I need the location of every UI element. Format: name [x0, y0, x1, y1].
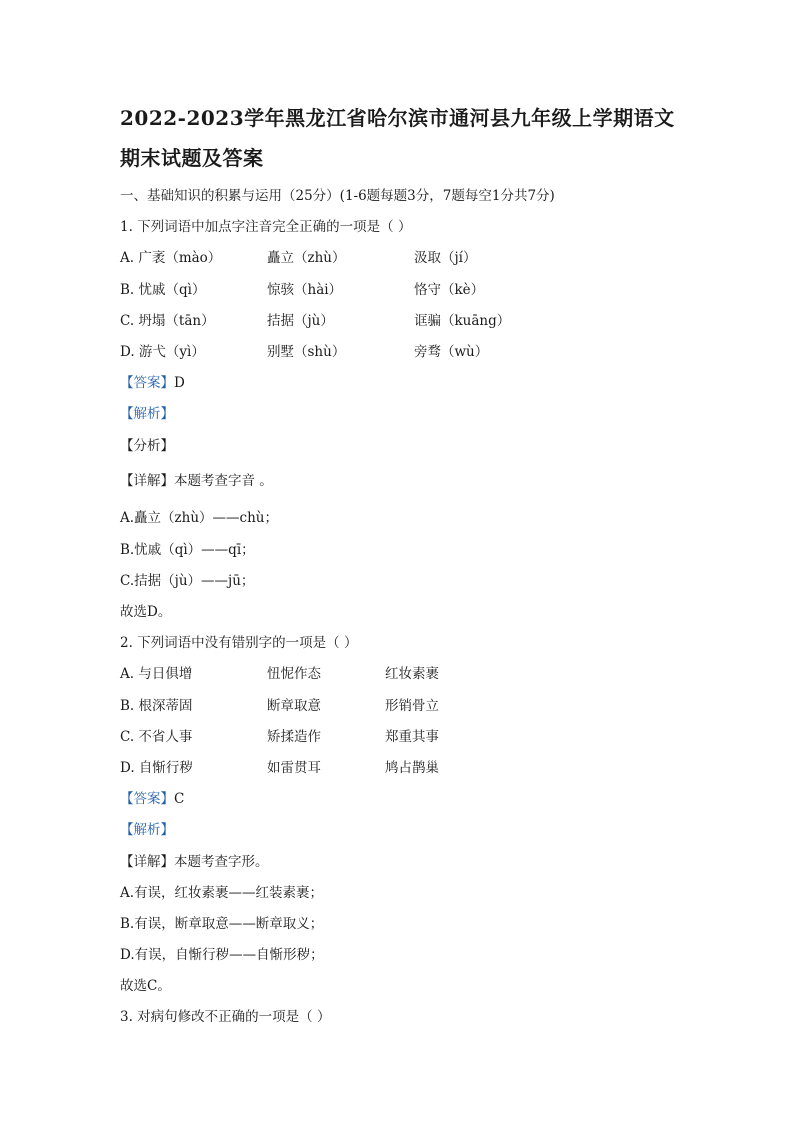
- option-item: C. 坍塌（tān）: [120, 313, 215, 329]
- option-item: 忸怩作态: [267, 666, 321, 682]
- question-1-explain-b: B.忧戚（qì）——qī；: [120, 542, 255, 558]
- question-2-conclusion: 故选C。: [120, 978, 171, 994]
- question-2-detail: [120, 853, 269, 871]
- option-item: 诓骗（kuāng）: [414, 313, 511, 329]
- option-item: C. 不省人事: [120, 729, 193, 745]
- question-1-detail: [120, 472, 273, 490]
- document-title-line-2: 期末试题及答案: [120, 146, 264, 170]
- detail-label: 【详解】: [120, 473, 174, 489]
- option-item: D. 自惭行秽: [120, 760, 193, 776]
- question-1-conclusion: 故选D。: [120, 604, 172, 620]
- question-2-explain-b: B.有误，断章取意——断章取义；: [120, 916, 324, 932]
- option-item: 别墅（shù）: [267, 344, 346, 360]
- answer-label: 【答案】: [120, 375, 174, 391]
- question-2-stem: 2. 下列词语中没有错别字的一项是（ ）: [120, 635, 358, 651]
- question-2-answer: [120, 790, 184, 808]
- document-title-line-1: 2022-2023学年黑龙江省哈尔滨市通河县九年级上学期语文: [120, 106, 675, 130]
- option-item: A. 广袤（mào）: [120, 250, 222, 266]
- option-item: 恪守（kè）: [414, 282, 485, 298]
- option-item: 矗立（zhù）: [267, 250, 346, 266]
- option-item: 拮据（jù）: [267, 313, 334, 329]
- question-3-stem: 3. 对病句修改不正确的一项是（ ）: [120, 1009, 331, 1025]
- option-item: A. 与日俱增: [120, 666, 193, 682]
- option-item: 汲取（jí）: [414, 250, 477, 266]
- question-1-stem: 1. 下列词语中加点字注音完全正确的一项是（ ）: [120, 219, 412, 235]
- option-item: 郑重其事: [385, 729, 439, 745]
- answer-value: C: [174, 791, 185, 807]
- option-item: 矫揉造作: [267, 729, 321, 745]
- option-item: 断章取意: [267, 698, 321, 714]
- option-item: B. 根深蒂固: [120, 698, 193, 714]
- answer-value: D: [174, 375, 185, 391]
- option-item: 红妆素裹: [385, 666, 439, 682]
- answer-label: 【答案】: [120, 791, 174, 807]
- analysis-label: 【解析】: [120, 406, 174, 422]
- detail-label: 【详解】: [120, 854, 174, 870]
- question-1-explain-a: A.矗立（zhù）——chù；: [120, 510, 278, 526]
- question-1-explain-c: C.拮据（jù）——jū；: [120, 573, 255, 589]
- option-item: 形销骨立: [385, 698, 439, 714]
- question-2-explain-a: A.有误，红妆素裹——红装素裹；: [120, 885, 324, 901]
- question-2-analysis-label: [120, 821, 174, 839]
- analysis-label: 【解析】: [120, 822, 174, 838]
- question-2-explain-d: D.有误，自惭行秽——自惭形秽；: [120, 947, 324, 963]
- detail-text: 本题考查字音 。: [174, 473, 273, 489]
- option-item: 如雷贯耳: [267, 760, 321, 776]
- option-item: 惊骇（hài）: [267, 282, 343, 298]
- question-1-analysis-label: [120, 405, 174, 423]
- section-heading: 一、基础知识的积累与运用（25分）(1-6题每题3分，7题每空1分共7分): [120, 188, 555, 204]
- detail-text: 本题考查字形。: [174, 854, 269, 870]
- question-1-fenxi-label: 【分析】: [120, 438, 174, 454]
- option-item: 旁骛（wù）: [414, 344, 489, 360]
- option-item: D. 游弋（yì）: [120, 344, 205, 360]
- option-item: 鸠占鹊巢: [385, 760, 439, 776]
- question-1-answer: [120, 374, 185, 392]
- option-item: B. 忧戚（qì）: [120, 282, 206, 298]
